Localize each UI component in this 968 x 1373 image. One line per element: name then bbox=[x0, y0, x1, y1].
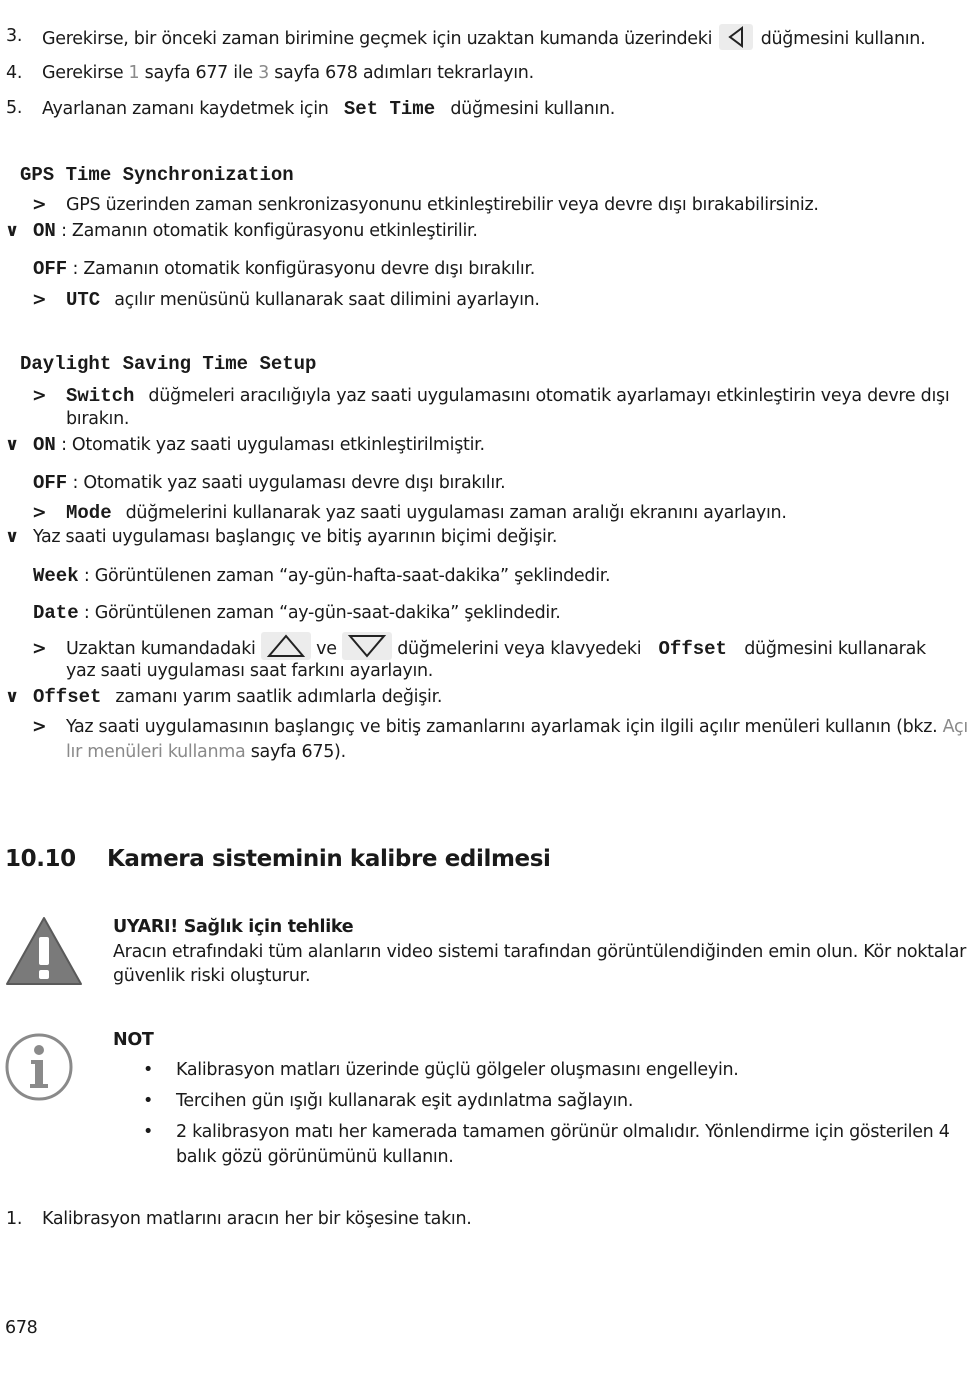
dst-offset-result: ∨ Offset zamanı yarım saatlik adımlarla değişir. bbox=[5, 686, 443, 708]
action-arrow-icon: > bbox=[32, 717, 47, 737]
gps-heading: GPS Time Synchronization bbox=[20, 164, 294, 186]
left-triangle-key-icon bbox=[719, 24, 753, 50]
dst-offset-action: > Uzaktan kumandadaki ve düğmelerini veya klavyedeki Offset düğmesini kullanarak bbox=[32, 635, 926, 663]
bullet-icon: • bbox=[143, 1091, 154, 1111]
section-heading bbox=[5, 846, 551, 872]
warning-line-2: güvenlik riski oluşturur. bbox=[113, 966, 311, 986]
down-triangle-key-icon bbox=[342, 632, 392, 660]
note-item: • 2 kalibrasyon matı her kamerada tamamen görünür olmalıdır. Yönlendirme için gösterilen 4 bbox=[143, 1122, 950, 1142]
result-chevron-icon: ∨ bbox=[5, 527, 19, 547]
dst-on-result: ∨ ON : Otomatik yaz saati uygulaması etkinleştirilmiştir. bbox=[5, 434, 485, 456]
dst-switch-action: > Switch düğmeleri aracılığıyla yaz saati uygulamasını otomatik ayarlamayı etkinleştirin veya devre dışı bbox=[32, 385, 950, 407]
dst-week-option: Week : Görüntülenen zaman “ay-gün-hafta-saat-dakika” şeklindedir. bbox=[33, 565, 611, 587]
action-arrow-icon: > bbox=[32, 290, 47, 310]
gps-action: > GPS üzerinden zaman senkronizasyonunu etkinleştirebilir veya devre dışı bırakabilirsiniz. bbox=[32, 195, 819, 215]
step-number: 1. bbox=[6, 1209, 23, 1229]
bullet-icon: • bbox=[143, 1122, 154, 1142]
step-text: Ayarlanan zamanı kaydetmek için Set Time düğmesini kullanın. bbox=[42, 98, 616, 120]
note-item-line-2: balık gözü görünümünü kullanın. bbox=[176, 1147, 454, 1167]
dst-format-result: ∨ Yaz saati uygulaması başlangıç ve bitiş ayarının biçimi değişir. bbox=[5, 527, 558, 547]
note-item: • Tercihen gün ışığı kullanarak eşit aydınlatma sağlayın. bbox=[143, 1091, 634, 1111]
section-title: Kamera sisteminin kalibre edilmesi bbox=[107, 846, 551, 872]
action-arrow-icon: > bbox=[32, 503, 47, 523]
up-triangle-key-icon bbox=[261, 632, 311, 660]
warning-triangle-icon bbox=[4, 915, 84, 992]
step-ref-link[interactable]: 1 bbox=[128, 63, 140, 83]
action-arrow-icon: > bbox=[32, 386, 47, 406]
dst-date-option: Date : Görüntülenen zaman “ay-gün-saat-dakika” şeklindedir. bbox=[33, 602, 561, 624]
dst-menus-action-line2: lır menüleri kullanma sayfa 675). bbox=[66, 742, 346, 762]
gps-off-result: OFF : Zamanın otomatik konfigürasyonu devre dışı bırakılır. bbox=[33, 258, 536, 280]
step-text: Gerekirse, bir önceki zaman birimine geçmek için uzaktan kumanda üzerindeki düğmesini kullanın. bbox=[42, 26, 925, 52]
page-number: 678 bbox=[5, 1318, 38, 1338]
warning-title: UYARI! Sağlık için tehlike bbox=[113, 917, 354, 937]
menus-link[interactable]: Açı bbox=[942, 717, 968, 737]
dst-menus-action: > Yaz saati uygulamasının başlangıç ve bitiş zamanlarını ayarlamak için ilgili açılır menüleri kullanın (bkz. Açı bbox=[32, 717, 968, 737]
result-chevron-icon: ∨ bbox=[5, 687, 19, 707]
step-text: Gerekirse 1 sayfa 677 ile 3 sayfa 678 adımları tekrarlayın. bbox=[42, 63, 534, 83]
result-chevron-icon: ∨ bbox=[5, 435, 19, 455]
gps-on-result: ∨ ON : Zamanın otomatik konfigürasyonu etkinleştirilir. bbox=[5, 220, 478, 242]
step-text: Kalibrasyon matlarını aracın her bir köşesine takın. bbox=[42, 1209, 472, 1229]
dst-off-result: OFF : Otomatik yaz saati uygulaması devre dışı bırakılır. bbox=[33, 472, 506, 494]
info-circle-icon bbox=[4, 1032, 74, 1107]
note-item: • Kalibrasyon matları üzerinde güçlü gölgeler oluşmasını engelleyin. bbox=[143, 1060, 739, 1080]
step-number: 3. bbox=[6, 26, 23, 46]
note-title: NOT bbox=[113, 1030, 154, 1050]
step-number: 5. bbox=[6, 98, 23, 118]
bullet-icon: • bbox=[143, 1060, 154, 1080]
action-arrow-icon: > bbox=[32, 639, 47, 659]
dst-mode-action: > Mode düğmelerini kullanarak yaz saati uygulaması zaman aralığı ekranını ayarlayın. bbox=[32, 502, 787, 524]
warning-line-1: Aracın etrafındaki tüm alanların video sistemi tarafından görüntülendiğinden emin olun. Kör noktalar bbox=[113, 942, 967, 962]
step-number: 4. bbox=[6, 63, 23, 83]
dst-heading: Daylight Saving Time Setup bbox=[20, 353, 317, 375]
gps-utc-action: > UTC açılır menüsünü kullanarak saat dilimini ayarlayın. bbox=[32, 289, 540, 311]
menus-link[interactable]: lır menüleri kullanma bbox=[66, 742, 246, 762]
dst-switch-action-line2: bırakın. bbox=[66, 409, 130, 429]
dst-offset-action-line2: yaz saati uygulaması saat farkını ayarlayın. bbox=[66, 661, 434, 681]
section-number: 10.10 bbox=[5, 846, 76, 872]
action-arrow-icon: > bbox=[32, 195, 47, 215]
result-chevron-icon: ∨ bbox=[5, 221, 19, 241]
code-set-time: Set Time bbox=[343, 98, 436, 120]
step-ref-link[interactable]: 3 bbox=[258, 63, 269, 83]
